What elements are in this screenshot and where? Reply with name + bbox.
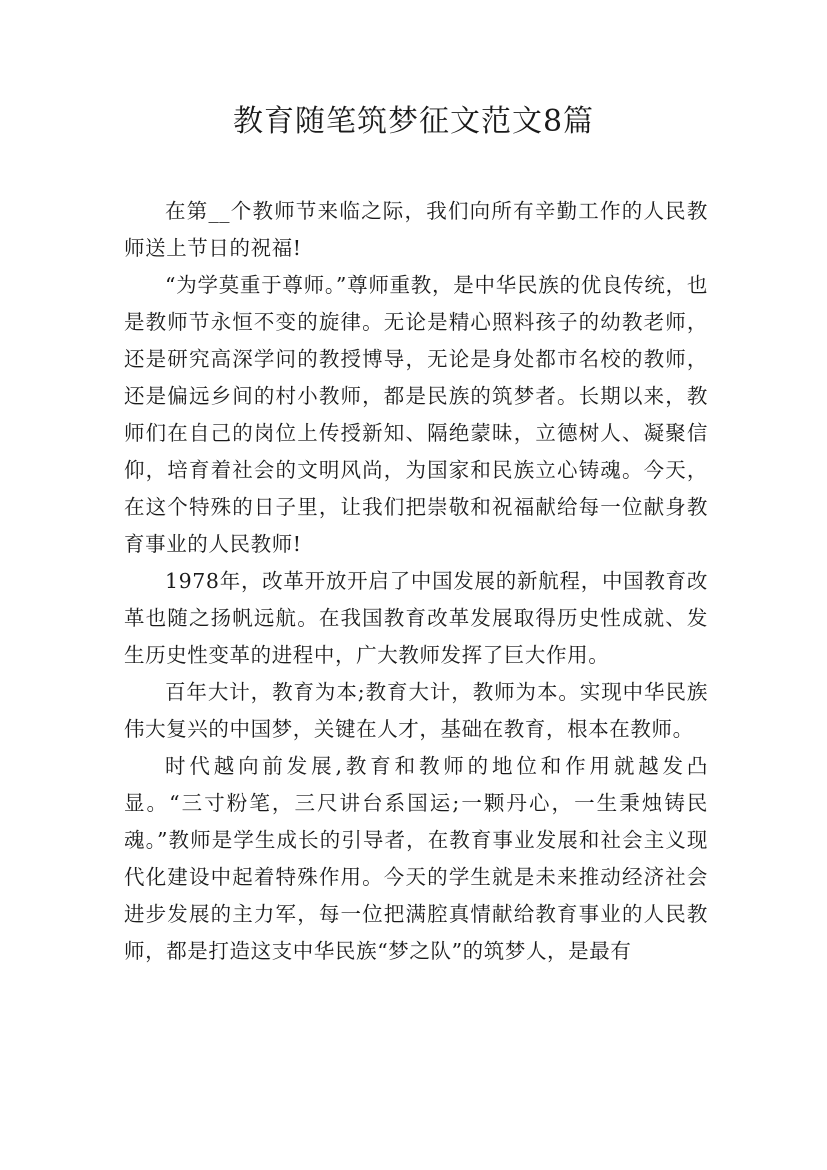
paragraph-2: “为学莫重于尊师。”尊师重教，是中华民族的优良传统，也是教师节永恒不变的旋律。无论是精心照料孩子的幼教老师，还是研究高深学问的教授博导，无论是身处都市名校的教师，还是偏远乡间的村小教师，都是民族的筑梦者。长期以来，教师们在自己的岗位上传授新知、隔绝蒙昧，立德树人、凝聚信仰，培育着社会的文明风尚，为国家和民族立心铸魂。今天，在这个特殊的日子里，让我们把崇敬和祝福献给每一位献身教育事业的人民教师! bbox=[124, 273, 708, 556]
document-title: 教育随笔筑梦征文范文8篇 bbox=[232, 104, 595, 139]
paragraph-4: 百年大计，教育为本;教育大计，教师为本。实现中华民族伟大复兴的中国梦，关键在人才，基础在教育，根本在教师。 bbox=[124, 680, 708, 741]
document-body bbox=[124, 193, 708, 970]
paragraph-5: 时代越向前发展,教育和教师的地位和作用就越发凸显。“三寸粉笔，三尺讲台系国运;一颗丹心，一生秉烛铸民魂。”教师是学生成长的引导者，在教育事业发展和社会主义现代化建设中起着特殊作用。今天的学生就是未来推动经济社会进步发展的主力军，每一位把满腔真情献给教育事业的人民教师，都是打造这支中华民族“梦之队”的筑梦人，是最有 bbox=[124, 754, 708, 963]
paragraph-3: 1978年，改革开放开启了中国发展的新航程，中国教育改革也随之扬帆远航。在我国教育改革发展取得历史性成就、发生历史性变革的进程中，广大教师发挥了巨大作用。 bbox=[124, 569, 708, 667]
paragraph-1: 在第__个教师节来临之际，我们向所有辛勤工作的人民教师送上节日的祝福! bbox=[124, 199, 708, 260]
